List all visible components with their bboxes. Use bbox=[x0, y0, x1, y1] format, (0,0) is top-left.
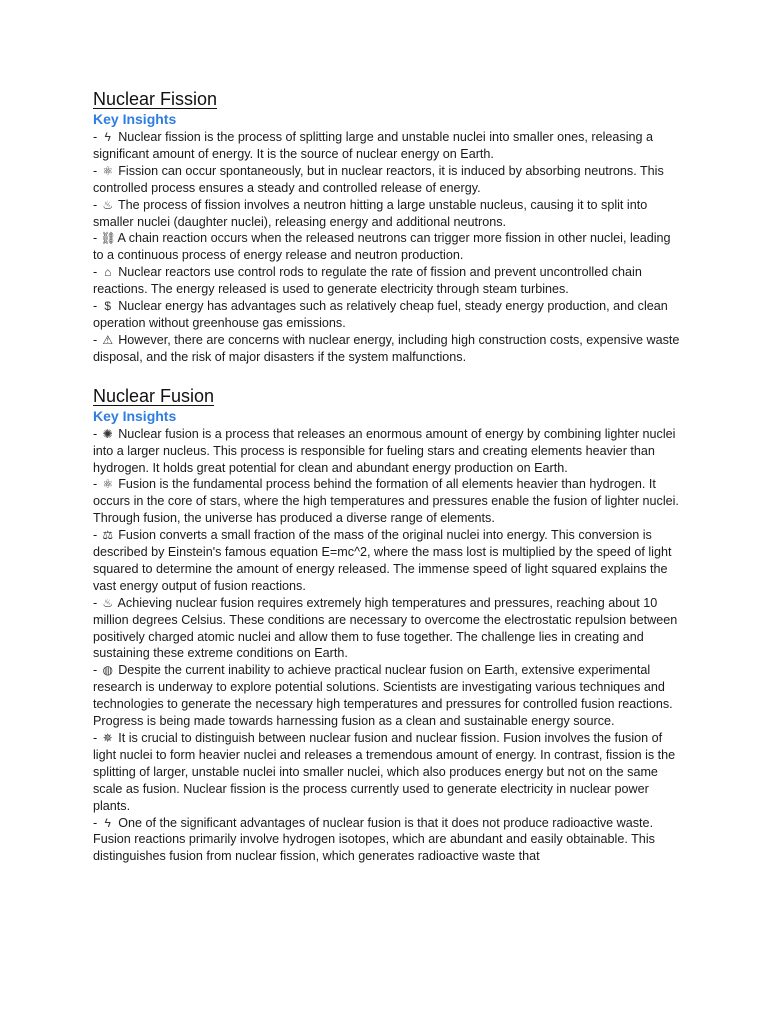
bullet-dash: - bbox=[93, 477, 101, 492]
insight-text: However, there are concerns with nuclear energy, including high construction costs, expensive waste disposal, and the risk of major disasters if the system malfunctions. bbox=[93, 332, 680, 364]
atom-box-icon: ⚛ bbox=[102, 477, 114, 492]
fire-icon: ♨ bbox=[102, 197, 114, 212]
bullet-dash: - bbox=[93, 528, 101, 543]
bullet-dash: - bbox=[93, 731, 101, 745]
explosion-icon: ✺ bbox=[102, 426, 113, 441]
section-title-fusion: Nuclear Fusion bbox=[93, 385, 215, 406]
lightning-icon: ϟ bbox=[104, 130, 111, 144]
bullet-dash: - bbox=[93, 595, 101, 610]
insight-text: Fusion converts a small fraction of the mass of the original nuclei into energy. This conversion is described by Einstein's famous equation E=mc^2, where the mass lost is multiplied by the speed of light squared to determine the amount of energy released. The immense speed of light squared explains the vast energy output of fusion reactions. bbox=[93, 528, 672, 593]
bullet-dash: - bbox=[93, 231, 101, 246]
insight-text: Fusion is the fundamental process behind the formation of all elements heavier than hydrogen. It occurs in the core of stars, where the high temperatures and pressures enable the fusion of lighter nuclei. Through fusion, the universe has produced a diverse range of elements. bbox=[93, 477, 679, 526]
atom-box-icon: ⚛ bbox=[102, 163, 114, 178]
section-spacer bbox=[93, 366, 683, 385]
money-bag-icon: $ bbox=[104, 299, 112, 314]
insight-item bbox=[93, 298, 683, 332]
insight-text: Nuclear reactors use control rods to regulate the rate of fission and prevent uncontrolled chain reactions. The energy released is used to generate electricity through steam turbines. bbox=[93, 265, 642, 297]
insight-item bbox=[93, 476, 683, 527]
bullet-dash: - bbox=[93, 265, 101, 280]
document-page bbox=[93, 88, 683, 865]
insight-item bbox=[93, 595, 683, 663]
insight-item bbox=[93, 527, 683, 595]
insight-item bbox=[93, 815, 683, 866]
insight-item bbox=[93, 426, 683, 477]
fission-insights-list bbox=[93, 129, 683, 366]
insight-text: Fission can occur spontaneously, but in nuclear reactors, it is induced by absorbing neutrons. This controlled process ensures a steady and controlled release of energy. bbox=[93, 163, 664, 195]
key-insights-heading-fusion: Key Insights bbox=[93, 407, 177, 424]
bullet-dash: - bbox=[93, 163, 101, 178]
sparkle-icon: ✵ bbox=[102, 731, 113, 745]
factory-icon: ⌂ bbox=[104, 265, 112, 280]
fusion-insights-list bbox=[93, 426, 683, 866]
fission-section bbox=[93, 88, 683, 366]
lightning-icon: ϟ bbox=[104, 815, 111, 830]
insight-item bbox=[93, 197, 683, 231]
insight-text: A chain reaction occurs when the released neutrons can trigger more fission in other nuclei, leading to a continuous process of energy release and neutron production. bbox=[93, 231, 671, 263]
insight-text: It is crucial to distinguish between nuclear fusion and nuclear fission. Fusion involves the fusion of light nuclei to form heavier nuclei and releases a tremendous amount of energy. In contrast, fission is the splitting of larger, unstable nuclei into smaller nuclei, which also produces energy but not on the same scale as fusion. Nuclear fission is the process currently used to generate electricity in nuclear power plants. bbox=[93, 731, 676, 813]
bullet-dash: - bbox=[93, 426, 101, 441]
insight-text: Nuclear energy has advantages such as relatively cheap fuel, steady energy production, and clean operation without greenhouse gas emissions. bbox=[93, 299, 668, 330]
insight-text: Nuclear fission is the process of splitting large and unstable nuclei into smaller ones, releasing a significant amount of energy. It is the source of nuclear energy on Earth. bbox=[93, 130, 654, 161]
insight-text: One of the significant advantages of nuclear fusion is that it does not produce radioactive waste. Fusion reactions primarily involve hydrogen isotopes, which are abundant and easily obtainable. This distinguishes fusion from nuclear fission, which generates radioactive waste that bbox=[93, 815, 655, 864]
warning-icon: ⚠ bbox=[102, 332, 114, 347]
insight-item bbox=[93, 662, 683, 730]
insight-item bbox=[93, 332, 683, 366]
insight-item bbox=[93, 163, 683, 197]
section-title-fission: Nuclear Fission bbox=[93, 89, 218, 109]
insight-item bbox=[93, 129, 683, 163]
scales-icon: ⚖ bbox=[102, 528, 114, 543]
fusion-section bbox=[93, 385, 683, 866]
globe-icon: ◍ bbox=[102, 663, 113, 678]
bullet-dash: - bbox=[93, 299, 101, 314]
insight-item bbox=[93, 230, 683, 264]
chain-icon: ⛓ bbox=[100, 231, 116, 246]
insight-text: Nuclear fusion is a process that releases an enormous amount of energy by combining lighter nuclei into a larger nucleus. This process is responsible for fueling stars and creating elements heavier than hydrogen. It holds great potential for clean and abundant energy production on Earth. bbox=[93, 426, 676, 475]
key-insights-heading-fission: Key Insights bbox=[93, 111, 177, 127]
bullet-dash: - bbox=[93, 130, 101, 144]
bullet-dash: - bbox=[93, 332, 101, 347]
insight-item bbox=[93, 730, 683, 815]
bullet-dash: - bbox=[93, 197, 101, 212]
bullet-dash: - bbox=[93, 815, 101, 830]
insight-text: Despite the current inability to achieve practical nuclear fusion on Earth, extensive experimental research is underway to explore potential solutions. Scientists are investigating various techniques and technologies to generate the necessary high temperatures and pressures for controlled fusion reactions. Progress is being made towards harnessing fusion as a clean and sustainable energy source. bbox=[93, 663, 673, 729]
fire-icon: ♨ bbox=[102, 595, 114, 610]
insight-item bbox=[93, 264, 683, 298]
bullet-dash: - bbox=[93, 663, 101, 678]
insight-text: Achieving nuclear fusion requires extremely high temperatures and pressures, reaching about 10 million degrees Celsius. These conditions are necessary to overcome the electrostatic repulsion between positively charged atomic nuclei and allow them to fuse together. The challenge lies in creating and sustaining these extreme conditions on Earth. bbox=[93, 595, 678, 661]
insight-text: The process of fission involves a neutron hitting a large unstable nucleus, causing it to split into smaller nuclei (daughter nuclei), releasing energy and additional neutrons. bbox=[93, 197, 648, 229]
